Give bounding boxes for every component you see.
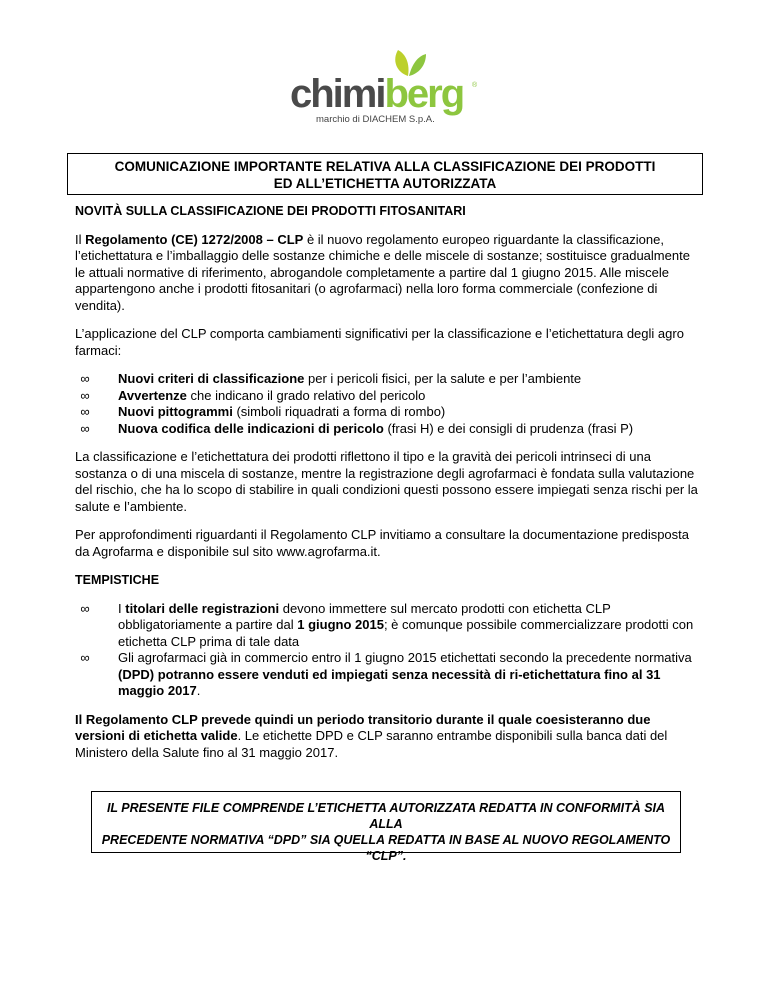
bold-run: Nuova codifica delle indicazioni di pericolo (118, 420, 384, 436)
bold-run: titolari delle registrazioni (125, 600, 280, 616)
bullet-icon: ∞ (80, 420, 90, 436)
text-run: Il (75, 231, 86, 247)
bullet-icon: ∞ (80, 371, 90, 386)
list-item (75, 404, 703, 421)
bold-run: Nuovi criteri di classificazione (118, 371, 305, 386)
text-run: che indicano il grado relativo del pericolo (186, 387, 426, 403)
timeline-list (75, 601, 703, 700)
title-line-2: ED ALL’ETICHETTA AUTORIZZATA (273, 176, 497, 191)
text-run: ; è comunque possibile commercializzare prodotti con etichetta CLP prima di tale data (118, 617, 694, 649)
paragraph-periodo-transitorio (75, 712, 703, 762)
text-run: . (196, 683, 201, 698)
bullet-icon: ∞ (80, 404, 90, 419)
paragraph-regolamento (75, 232, 703, 315)
text-run: I (118, 600, 126, 616)
paragraph-classificazione: La classificazione e l’etichettatura dei prodotti riflettono il tipo e la gravità dei pericoli intrinseci di una sostanza o di una miscela di sostanze, mentre la registrazione degli agrofarmaci è fondata sulla valutazione del rischio, che ha lo scopo di stabilire in quali condizioni questi possono essere impiegati senza rischi per la salute e l’ambiente. (75, 449, 698, 514)
paragraph-approfondimenti: Per approfondimenti riguardanti il Regolamento CLP invitiamo a consultare la documentazione predisposta da Agrofarma e disponibile sul sito www.agrofarma.it. (75, 527, 690, 559)
document-body (75, 203, 703, 773)
title-box (67, 153, 703, 195)
notice-line-2: PRECEDENTE NORMATIVA “DPD” SIA QUELLA REDATTA IN BASE AL NUOVO REGOLAMENTO “CLP”. (101, 833, 671, 863)
bold-run: Il Regolamento CLP prevede quindi un periodo transitorio durante il quale coesisteranno due versioni di etichetta valide (75, 711, 651, 743)
bullet-icon: ∞ (80, 387, 90, 403)
bullet-icon: ∞ (80, 600, 90, 616)
bold-run: Avvertenze (118, 387, 187, 403)
logo-word-berg: berg (384, 72, 464, 116)
text-run: è il nuovo regolamento europeo riguardante la classificazione, l’etichettatura e l’imballaggio delle sostanze chimiche e delle miscele di sostanze; sostituisce gradualmente le attuali normative di riferimento, abrogandole completamente a partire dal 1 giugno 2015. Alle miscele appartengono anche i prodotti fitosanitari (o agrofarmaci) nella loro forma commerciale (confezione di vendita). (75, 231, 690, 313)
logo-wordmark (290, 74, 463, 114)
paragraph-applicazione: L’applicazione del CLP comporta cambiamenti significativi per la classificazione e l’etichettatura degli agro farmaci: (75, 326, 684, 358)
bold-run: (DPD) potranno essere venduti ed impiegati senza necessità di ri-etichettatura fino al 31 maggio 2017 (118, 666, 661, 698)
changes-list (75, 371, 703, 437)
text-run: . Le etichette DPD e CLP saranno entrambe disponibili sulla banca dati del Ministero della Salute fino al 31 maggio 2017. (75, 728, 668, 760)
bold-run: Nuovi pittogrammi (118, 404, 233, 419)
text-run: (simboli riquadrati a forma di rombo) (232, 404, 446, 419)
list-item (75, 601, 703, 651)
notice-box (91, 791, 681, 863)
chimiberg-logo (290, 62, 490, 134)
bold-run: 1 giugno 2015 (297, 617, 384, 632)
registered-mark: ® (472, 82, 478, 89)
list-item (75, 371, 703, 388)
bullet-icon: ∞ (80, 650, 90, 665)
text-run: Gli agrofarmaci già in commercio entro il 1 giugno 2015 etichettati secondo la precedente normativa (118, 650, 692, 665)
text-run: devono immettere sul mercato prodotti con etichetta CLP obbligatoriamente a partire dal (118, 600, 611, 632)
section-heading-novita: NOVITÀ SULLA CLASSIFICAZIONE DEI PRODOTTI FITOSANITARI (75, 204, 466, 218)
section-heading-tempistiche: TEMPISTICHE (75, 573, 160, 587)
text-run: (frasi H) e dei consigli di prudenza (frasi P) (383, 420, 634, 436)
list-item (75, 388, 703, 405)
list-item (75, 421, 703, 438)
logo-subtitle: marchio di DIACHEM S.p.A. (316, 114, 435, 125)
list-item (75, 650, 703, 700)
notice-line-1: IL PRESENTE FILE COMPRENDE L’ETICHETTA AUTORIZZATA REDATTA IN CONFORMITÀ SIA ALLA (106, 801, 666, 831)
text-run: per i pericoli fisici, per la salute e per l’ambiente (304, 371, 582, 386)
title-line-1: COMUNICAZIONE IMPORTANTE RELATIVA ALLA CLASSIFICAZIONE DEI PRODOTTI (114, 159, 656, 174)
logo-word-chimi: chimi (290, 72, 385, 116)
bold-run: Regolamento (CE) 1272/2008 – CLP (85, 231, 304, 247)
